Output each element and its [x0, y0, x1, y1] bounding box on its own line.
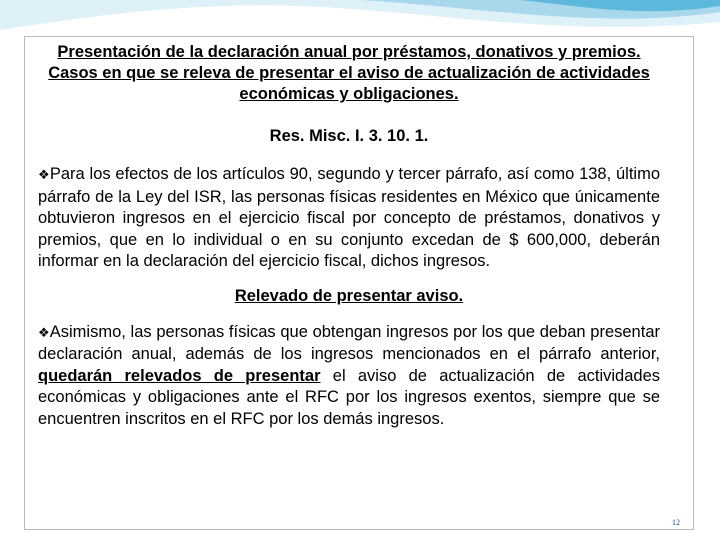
slide-title: Presentación de la declaración anual por préstamos, donativos y premios. Casos en que se releva de presentar el aviso de actualización de actividades económicas y obligaciones. [48, 43, 650, 103]
resolution-reference: Res. Misc. I. 3. 10. 1. [269, 127, 429, 145]
diamond-bullet-icon: ❖ [38, 325, 50, 341]
diamond-bullet-icon: ❖ [38, 168, 50, 183]
paragraph-loans-donations [38, 164, 660, 273]
paragraph-2-emphasis: quedarán relevados de presentar [38, 366, 321, 385]
paragraph-2-text-start: Asimismo, las personas físicas que obtengan ingresos por los que deban presentar declaración anual, además de los ingresos mencionados en el párrafo anterior, [38, 322, 660, 363]
section-heading: Relevado de presentar aviso. [234, 286, 464, 305]
paragraph-exemption [38, 322, 660, 431]
paragraph-2-text-end: el aviso de actualización de actividades económicas y obligaciones ante el RFC por los ingresos exentos, siempre que se encuentren inscritos en el RFC por los demás ingresos. [38, 366, 660, 428]
page-number: 12 [672, 518, 680, 527]
slide-content [38, 42, 660, 430]
paragraph-1-text: Para los efectos de los artículos 90, segundo y tercer párrafo, así como 138, último párrafo de la Ley del ISR, las personas físicas residentes en México que únicamente obtuvieron ingresos en el ejercicio fiscal por concepto de préstamos, donativos y premios, que en lo individual o en su conjunto excedan de $ 600,000, deberán informar en la declaración del ejercicio fiscal, dichos ingresos. [38, 165, 660, 270]
